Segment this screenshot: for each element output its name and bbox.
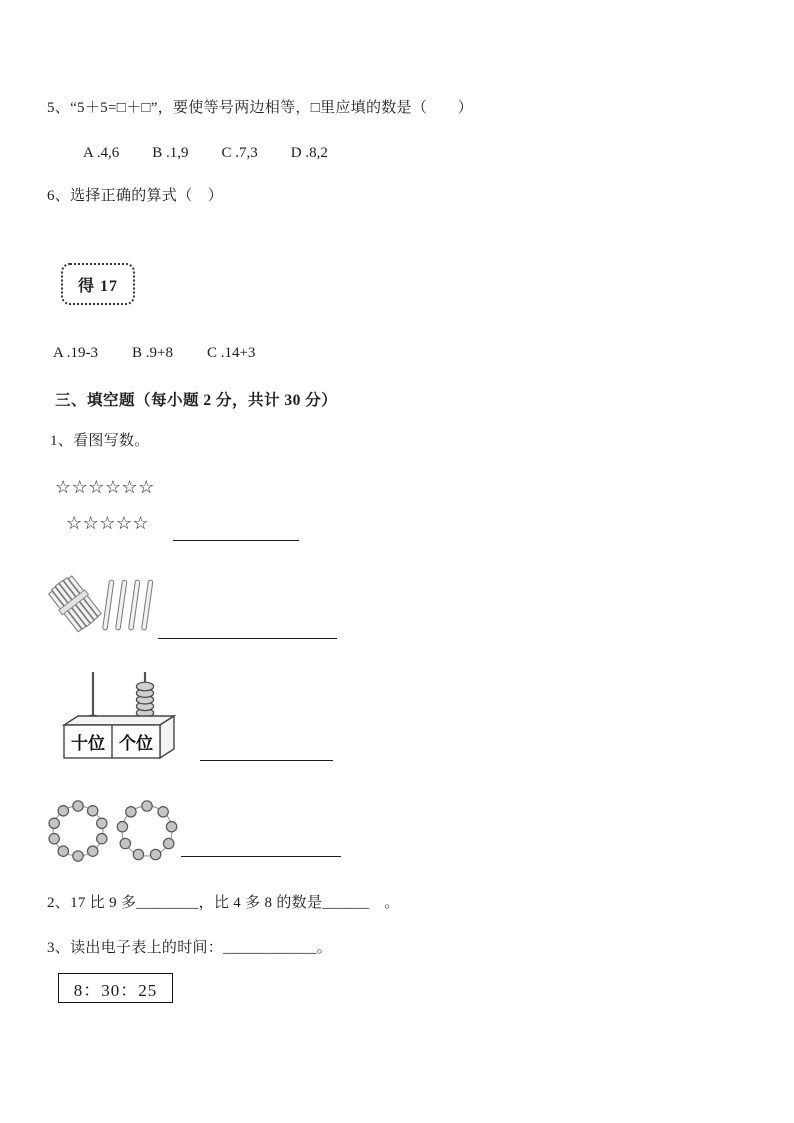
stars-row-1: ☆☆☆☆☆☆ [55, 477, 155, 497]
q6-option-c: C .14+3 [206, 345, 256, 361]
question-5-options [83, 145, 328, 162]
bead-circle-dots [49, 801, 177, 861]
ones-place-label: 个位 [119, 734, 153, 753]
q5-option-c: C .7,3 [221, 145, 258, 161]
q6-option-b: B .9+8 [132, 345, 173, 361]
bead-circles-figure [48, 798, 183, 868]
answer-blank-circles [181, 855, 341, 857]
answer-blank-sticks [158, 637, 337, 639]
abacus-box-top [64, 716, 174, 725]
answer-blank-stars [173, 539, 299, 541]
section-3-title: 三、填空题（每小题 2 分，共计 30 分） [55, 392, 338, 409]
abacus-figure [60, 668, 190, 762]
score-stamp-label: 得 17 [77, 277, 118, 295]
q5-option-d: D .8,2 [290, 145, 328, 161]
stars-row-2: ☆☆☆☆☆ [66, 513, 150, 533]
q5-option-a: A .4,6 [83, 145, 120, 161]
q6-option-a: A .19-3 [53, 345, 98, 361]
loose-sticks [103, 580, 153, 630]
answer-blank-abacus [200, 759, 333, 761]
question-6-text: 6、选择正确的算式（ ） [47, 188, 224, 204]
question-2-text: 2、17 比 9 多________，比 4 多 8 的数是______ 。 [47, 895, 400, 911]
score-stamp [61, 263, 135, 305]
stick-bundle [48, 573, 103, 634]
question-1-text: 1、看图写数。 [50, 433, 150, 449]
q5-option-b: B .1,9 [152, 145, 189, 161]
question-6-options [53, 345, 255, 362]
sticks-figure [48, 571, 158, 637]
digital-clock [58, 973, 173, 1003]
digital-clock-time: 8：30：25 [73, 980, 158, 1000]
tens-place-label: 十位 [71, 734, 105, 753]
question-3-text: 3、读出电子表上的时间：____________。 [47, 940, 333, 956]
question-5-text: 5、“5＋5=□＋□”，要使等号两边相等，□里应填的数是（ ） [47, 100, 474, 116]
